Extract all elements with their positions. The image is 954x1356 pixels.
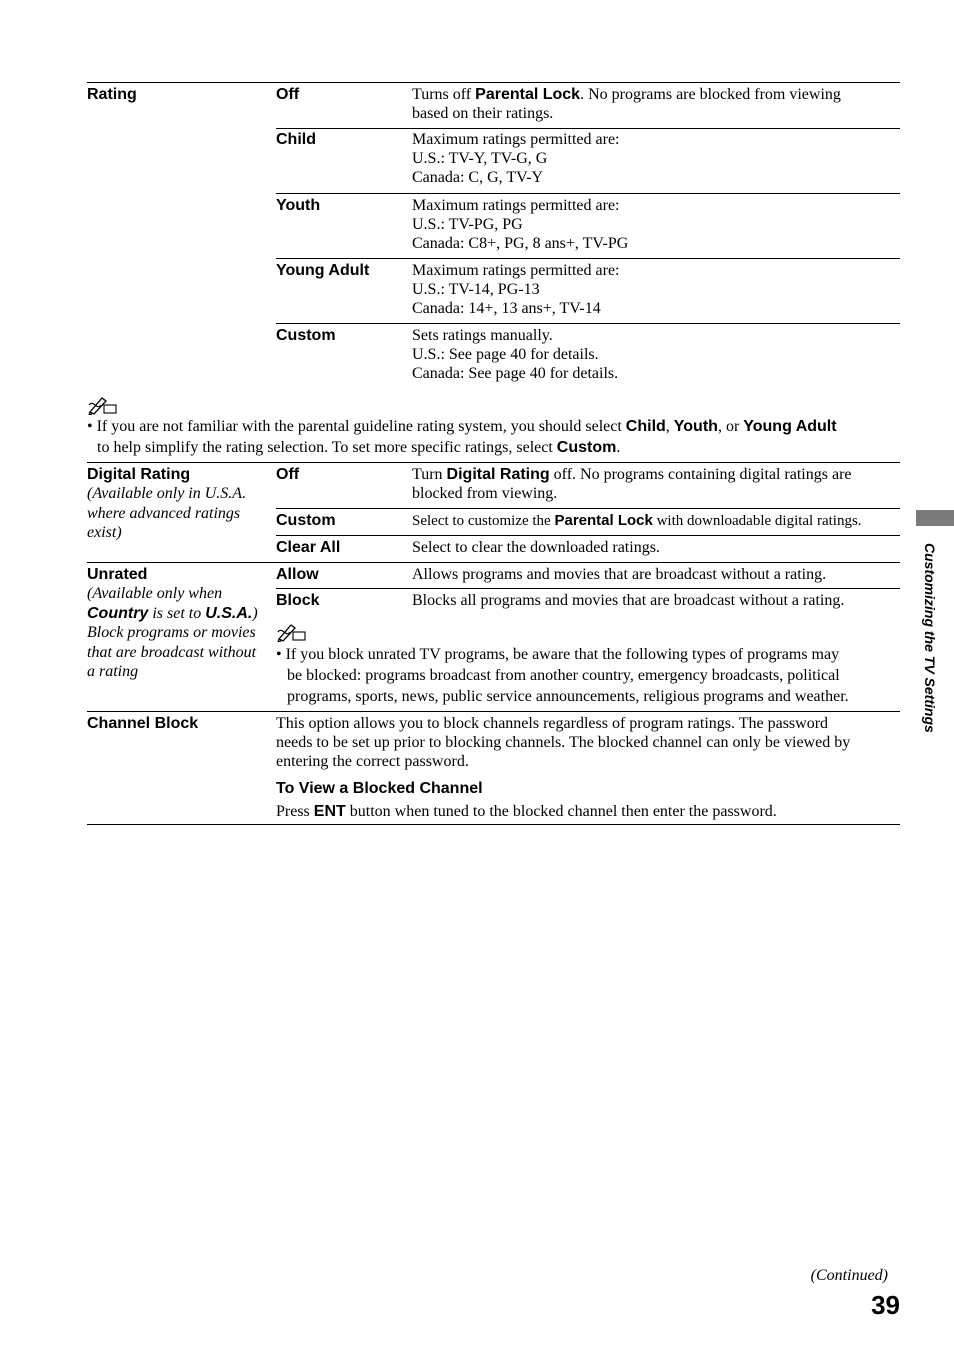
channel-block-desc: This option allows you to block channels regardless of program ratings. The password needs to be set up prior to blocking channels. The blocked channel can only be viewed by entering the correct password. [276, 715, 851, 770]
section-tab-marker [916, 510, 954, 526]
unrated-block-desc: Blocks all programs and movies that are broadcast without a rating. [412, 592, 845, 609]
rating-child-option: Child [276, 131, 316, 148]
rating-young-adult-option: Young Adult [276, 262, 370, 279]
rule [276, 588, 900, 589]
rule [276, 128, 900, 129]
unrated-subtext: (Available only when Country is set to U.S.A.) Block programs or movies that are broadcast without a rating [87, 585, 258, 680]
digital-rating-label: Digital Rating [87, 466, 191, 483]
rule [276, 258, 900, 259]
rating-youth-desc: Maximum ratings permitted are: U.S.: TV-PG, PG Canada: C8+, PG, 8 ans+, TV-PG [412, 197, 629, 252]
rule-top [87, 82, 900, 83]
rule [276, 323, 900, 324]
section-sidebar-label: Customizing the TV Settings [922, 543, 938, 733]
channel-block-label: Channel Block [87, 715, 199, 732]
rating-child-desc: Maximum ratings permitted are: U.S.: TV-Y, TV-G, G Canada: C, G, TV-Y [412, 131, 620, 186]
unrated-note: • If you block unrated TV programs, be aware that the following types of programs may be blocked: programs broadcast from another country, emergency broadcasts, political programs, sports, news, public service announcements, religious programs and weather. [276, 646, 849, 705]
digital-off-option: Off [276, 466, 300, 483]
view-blocked-channel-heading: To View a Blocked Channel [276, 780, 483, 797]
rule [276, 535, 900, 536]
rating-label: Rating [87, 86, 137, 103]
rating-young-adult-desc: Maximum ratings permitted are: U.S.: TV-14, PG-13 Canada: 14+, 13 ans+, TV-14 [412, 262, 620, 317]
rule [276, 508, 900, 509]
digital-clear-all-option: Clear All [276, 539, 341, 556]
note-pencil-icon [276, 620, 306, 642]
unrated-block-option: Block [276, 592, 320, 609]
rating-off-option: Off [276, 86, 300, 103]
rating-custom-desc: Sets ratings manually. U.S.: See page 40 for details. Canada: See page 40 for details. [412, 327, 619, 382]
digital-custom-desc: Select to customize the Parental Lock with downloadable digital ratings. [412, 512, 862, 529]
unrated-label: Unrated [87, 566, 148, 583]
digital-clear-all-desc: Select to clear the downloaded ratings. [412, 539, 660, 556]
rating-off-desc: Turns off Parental Lock. No programs are blocked from viewing based on their ratings. [412, 86, 841, 122]
rating-custom-option: Custom [276, 327, 336, 344]
digital-off-desc: Turn Digital Rating off. No programs containing digital ratings are blocked from viewing. [412, 466, 852, 502]
rule [87, 562, 900, 563]
rating-youth-option: Youth [276, 197, 321, 214]
rating-note: • If you are not familiar with the parental guideline rating system, you should select Child, Youth, or Young Adult to help simplify the rating selection. To set more specific ratings, select Custom. [87, 418, 837, 456]
rule [87, 711, 900, 712]
rule [276, 193, 900, 194]
page-number: 39 [871, 1290, 900, 1320]
rule [87, 462, 900, 463]
note-pencil-icon [87, 393, 117, 415]
rule-bottom [87, 824, 900, 825]
view-blocked-channel-desc: Press ENT button when tuned to the blocked channel then enter the password. [276, 803, 777, 820]
unrated-allow-option: Allow [276, 566, 319, 583]
digital-rating-subtext: (Available only in U.S.A. where advanced ratings exist) [87, 485, 247, 541]
continued-label: (Continued) [810, 1267, 888, 1284]
digital-custom-option: Custom [276, 512, 336, 529]
unrated-allow-desc: Allows programs and movies that are broadcast without a rating. [412, 566, 827, 583]
